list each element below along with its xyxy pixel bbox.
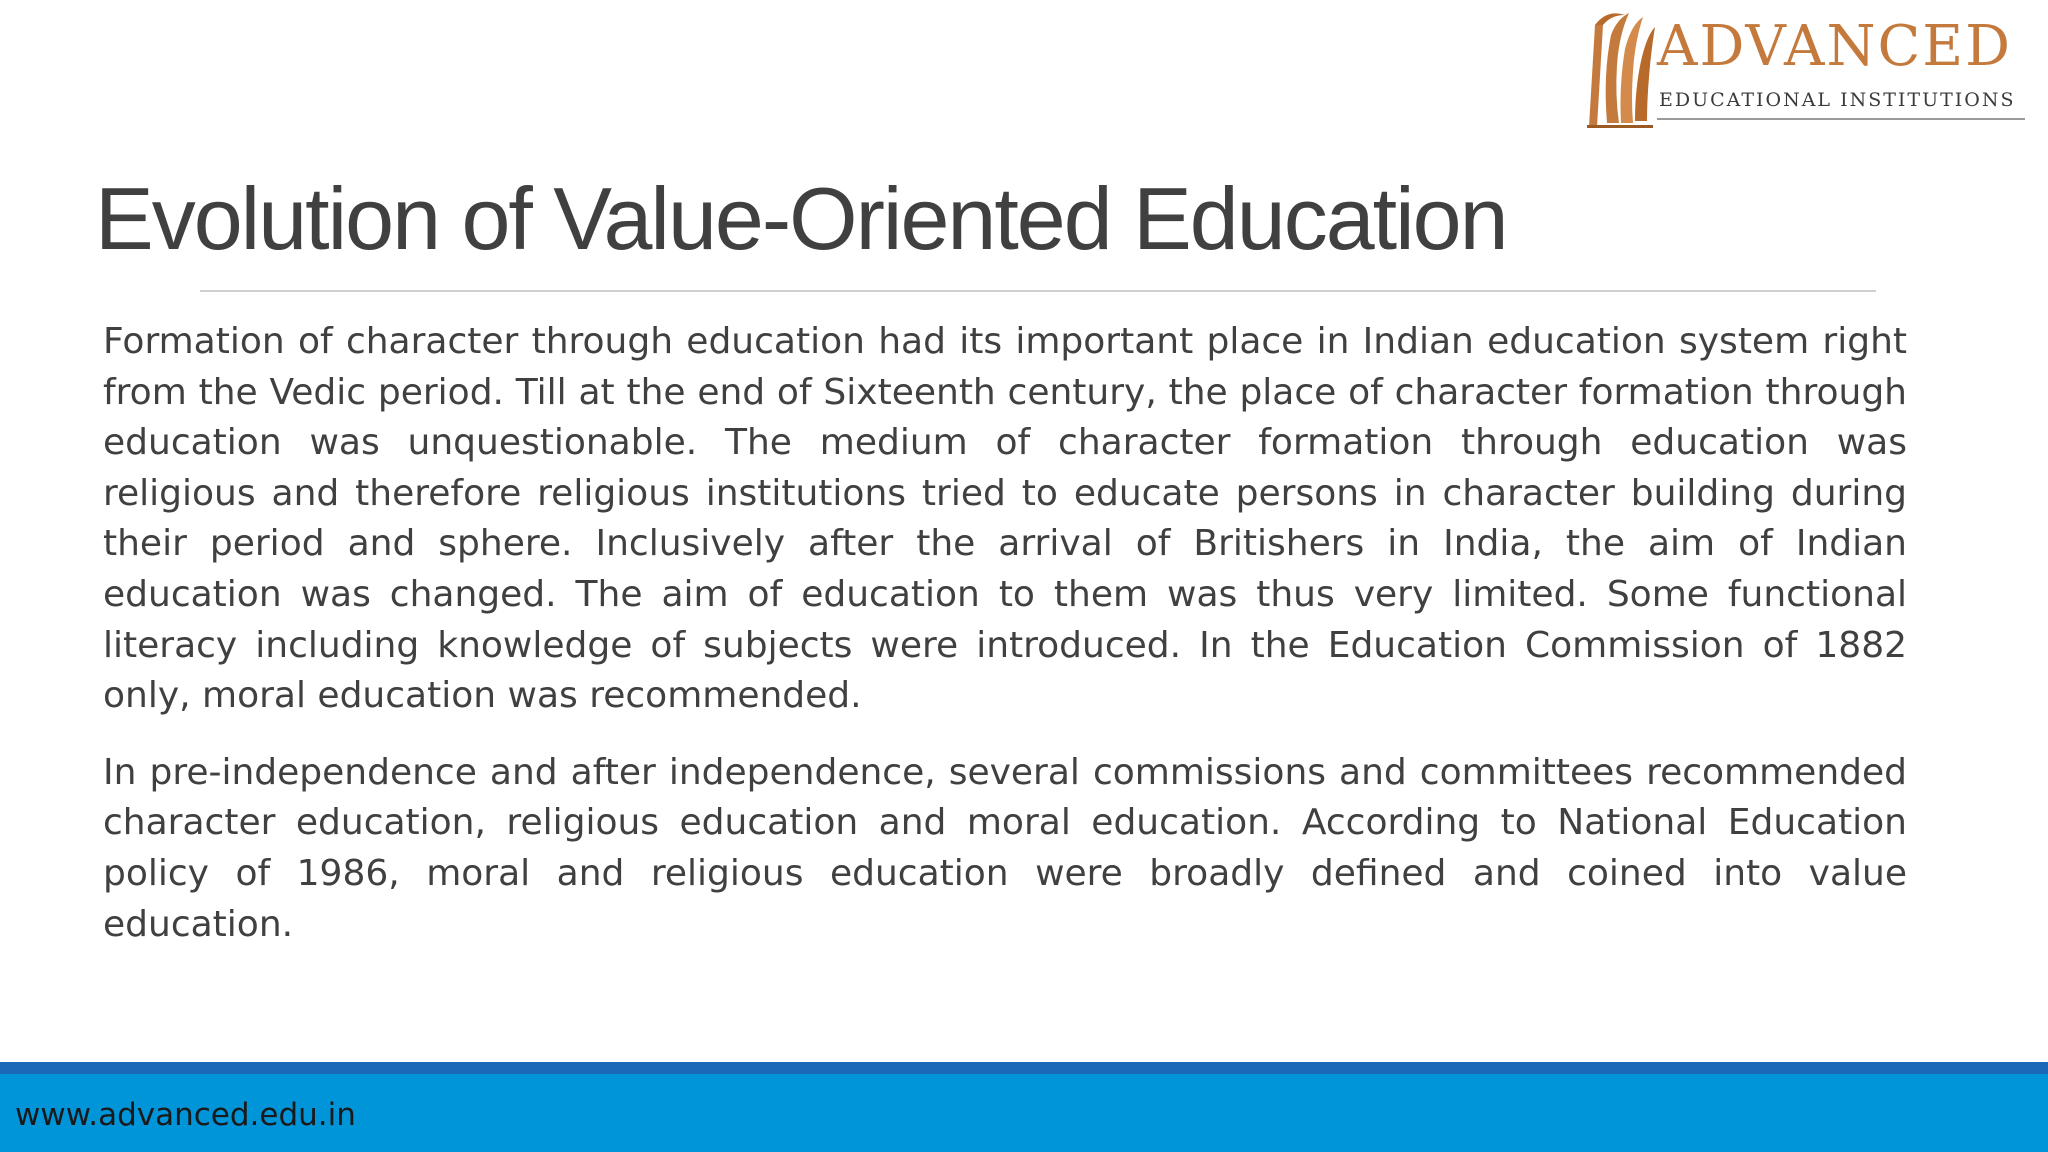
footer-stripe xyxy=(0,1062,2048,1074)
slide-body xyxy=(103,317,1907,976)
logo-subtitle: EDUCATIONAL INSTITUTIONS xyxy=(1659,89,2016,111)
footer-website-link[interactable]: www.advanced.edu.in xyxy=(15,1097,356,1133)
flame-emblem-icon xyxy=(1585,5,1657,130)
paragraph-history: Formation of character through education had its important place in Indian education system right from the Vedic period. Till at the end of Sixteenth century, the place of character formation through education was unquestionable. The medium of character formation through education was religious and therefore religious institutions tried to educate persons in character building during their period and sphere. Inclusively after the arrival of Britishers in India, the aim of Indian education was changed. The aim of education to them was thus very limited. Some functional literacy including knowledge of subjects were introduced. In the Education Commission of 1882 only, moral education was recommended. xyxy=(103,321,1907,717)
logo-wordmark: ADVANCED xyxy=(1657,14,2013,79)
slide-title: Evolution of Value-Oriented Education xyxy=(95,169,1507,268)
paragraph-independence: In pre-independence and after independence, several commissions and committees recommended character education, religious education and moral education. According to National Education policy of 1986, moral and religious education were broadly defined and coined into value education. xyxy=(103,751,1907,945)
title-divider xyxy=(200,290,1876,292)
institution-logo xyxy=(1585,5,2035,130)
logo-underline xyxy=(1657,118,2025,120)
